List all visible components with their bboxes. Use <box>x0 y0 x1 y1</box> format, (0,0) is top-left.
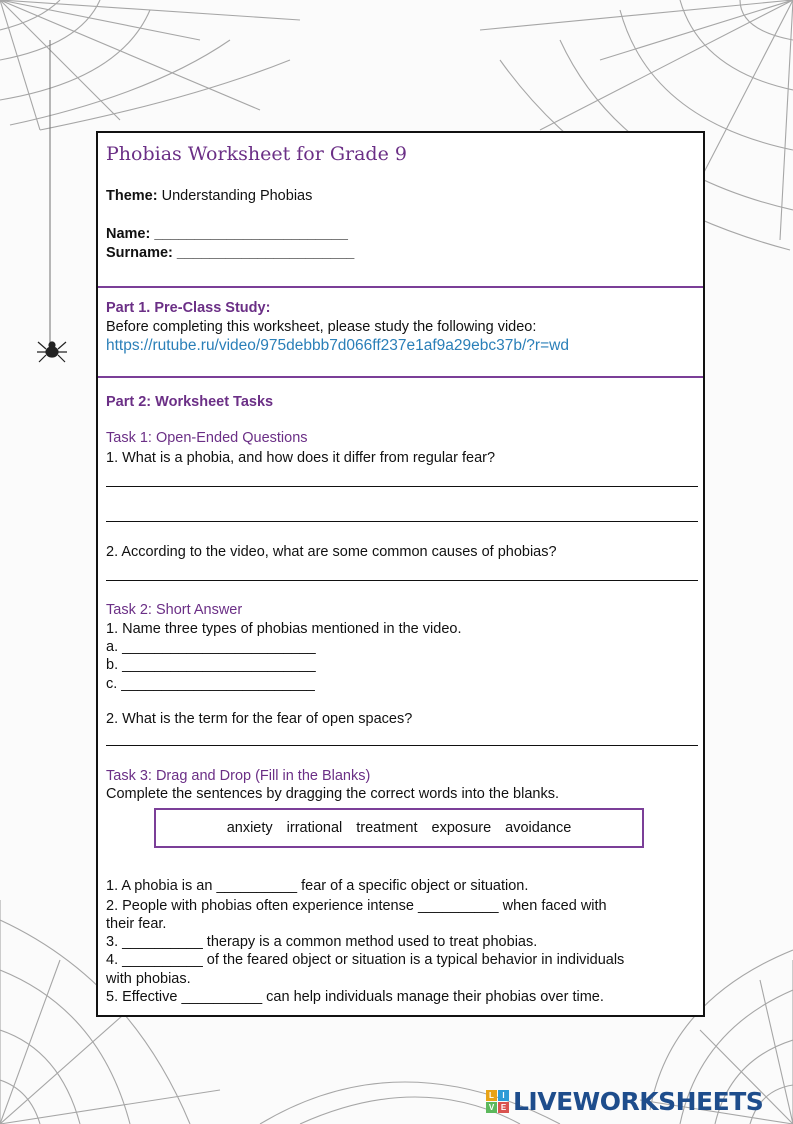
sentence-2: 2. People with phobias often experience intense __________ when faced with <box>106 898 607 914</box>
video-link[interactable]: https://rutube.ru/video/975debbb7d066ff237e1af9a29ebc37b/?r=wd <box>106 337 569 354</box>
answer-c[interactable]: c. ________________________ <box>106 676 315 692</box>
part2-heading: Part 2: Worksheet Tasks <box>106 394 274 410</box>
word-treatment[interactable]: treatment <box>356 820 418 836</box>
sentence-2-continued: their fear. <box>106 916 167 932</box>
theme-line <box>106 188 312 204</box>
theme-label: Theme: <box>106 188 158 204</box>
part1-heading: Part 1. Pre-Class Study: <box>106 300 271 316</box>
word-exposure[interactable]: exposure <box>431 820 492 836</box>
part2-section <box>98 378 703 1015</box>
theme-value: Understanding Phobias <box>161 188 313 204</box>
surname-field[interactable]: Surname: ______________________ <box>106 245 355 261</box>
task1-question-1: 1. What is a phobia, and how does it differ from regular fear? <box>106 450 496 466</box>
word-irrational[interactable]: irrational <box>286 820 343 836</box>
task2-question-2: 2. What is the term for the fear of open spaces? <box>106 711 413 727</box>
answer-line[interactable] <box>106 521 698 522</box>
part1-instruction: Before completing this worksheet, please study the following video: <box>106 319 537 335</box>
word-anxiety[interactable]: anxiety <box>226 820 273 836</box>
sentence-1: 1. A phobia is an __________ fear of a specific object or situation. <box>106 878 529 894</box>
word-bank <box>154 808 644 848</box>
spider-icon <box>37 342 67 362</box>
answer-a[interactable]: a. ________________________ <box>106 639 316 655</box>
part1-section <box>98 288 703 378</box>
answer-line[interactable] <box>106 580 698 581</box>
worksheet <box>96 131 705 1017</box>
header-section <box>98 133 703 288</box>
name-field[interactable]: Name: ________________________ <box>106 226 348 242</box>
logo-mark-icon: L I V E <box>486 1090 509 1113</box>
liveworksheets-logo[interactable] <box>486 1086 763 1116</box>
task3-instruction: Complete the sentences by dragging the correct words into the blanks. <box>106 786 559 802</box>
answer-line[interactable] <box>106 486 698 487</box>
sentence-5: 5. Effective __________ can help individuals manage their phobias over time. <box>106 989 604 1005</box>
sentence-3: 3. __________ therapy is a common method used to treat phobias. <box>106 934 538 950</box>
sentence-4-continued: with phobias. <box>106 971 191 987</box>
task1-question-2: 2. According to the video, what are some common causes of phobias? <box>106 544 557 560</box>
answer-line[interactable] <box>106 745 698 746</box>
task3-heading: Task 3: Drag and Drop (Fill in the Blanks) <box>106 768 371 784</box>
sentence-4: 4. __________ of the feared object or situation is a typical behavior in individuals <box>106 952 625 968</box>
logo-text: LIVEWORKSHEETS <box>513 1086 764 1116</box>
answer-b[interactable]: b. ________________________ <box>106 657 316 673</box>
task2-question-1: 1. Name three types of phobias mentioned in the video. <box>106 621 462 637</box>
task2-heading: Task 2: Short Answer <box>106 602 243 618</box>
worksheet-title: Phobias Worksheet for Grade 9 <box>106 143 407 165</box>
word-avoidance[interactable]: avoidance <box>505 820 572 836</box>
task1-heading: Task 1: Open-Ended Questions <box>106 430 308 446</box>
